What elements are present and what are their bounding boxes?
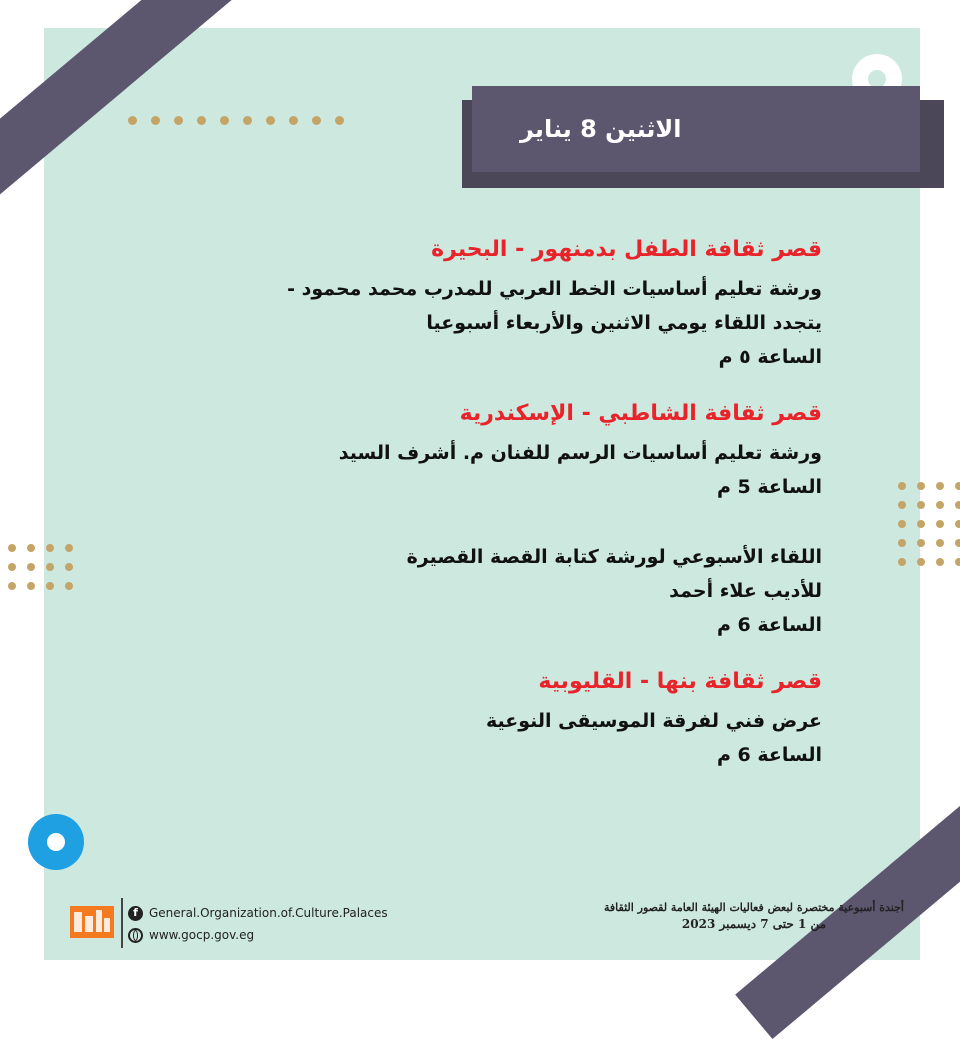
footer-social bbox=[128, 902, 388, 946]
footer-divider bbox=[121, 898, 123, 948]
event-line: للأديب علاء أحمد bbox=[669, 580, 822, 602]
event-line: يتجدد اللقاء يومي الاثنين والأربعاء أسبوعيا bbox=[426, 312, 822, 334]
globe-icon bbox=[128, 928, 143, 943]
decorative-dot-grid-right bbox=[898, 482, 960, 566]
event-block bbox=[262, 666, 822, 772]
ring-icon-bottom-left bbox=[28, 814, 84, 870]
decorative-dot-row bbox=[128, 116, 344, 125]
event-venue: قصر ثقافة الشاطبي - الإسكندرية bbox=[459, 401, 822, 426]
logo-mark-icon bbox=[72, 908, 112, 936]
event-block bbox=[262, 540, 822, 642]
date-label: الاثنين 8 يناير bbox=[520, 115, 682, 143]
facebook-icon: f bbox=[128, 906, 143, 921]
event-line: اللقاء الأسبوعي لورشة كتابة القصة القصيرة bbox=[406, 546, 822, 568]
footer-agenda bbox=[594, 900, 914, 932]
events-list bbox=[262, 234, 822, 796]
event-venue: قصر ثقافة بنها - القليوبية bbox=[538, 669, 822, 694]
event-time: الساعة 5 م bbox=[716, 476, 822, 498]
event-time: الساعة 6 م bbox=[716, 614, 822, 636]
facebook-handle[interactable]: General.Organization.of.Culture.Palaces bbox=[149, 906, 388, 920]
agenda-description: أجندة أسبوعية مختصرة لبعض فعاليات الهيئة العامة لقصور الثقافة bbox=[604, 901, 904, 914]
organization-logo bbox=[70, 906, 114, 938]
event-time: الساعة ٥ م bbox=[718, 346, 822, 368]
event-time: الساعة 6 م bbox=[716, 744, 822, 766]
date-banner bbox=[472, 86, 920, 172]
event-block bbox=[262, 398, 822, 504]
agenda-date-range: من 1 حتى 7 ديسمبر 2023 bbox=[681, 917, 827, 931]
event-block bbox=[262, 234, 822, 374]
event-line: ورشة تعليم أساسيات الخط العربي للمدرب محمد محمود - bbox=[287, 278, 822, 300]
decorative-dot-grid-left bbox=[8, 544, 73, 590]
event-venue: قصر ثقافة الطفل بدمنهور - البحيرة bbox=[431, 237, 822, 262]
event-line: ورشة تعليم أساسيات الرسم للفنان م. أشرف السيد bbox=[338, 442, 822, 464]
event-line: عرض فني لفرقة الموسيقى النوعية bbox=[485, 710, 822, 732]
website-link[interactable]: www.gocp.gov.eg bbox=[149, 928, 255, 942]
